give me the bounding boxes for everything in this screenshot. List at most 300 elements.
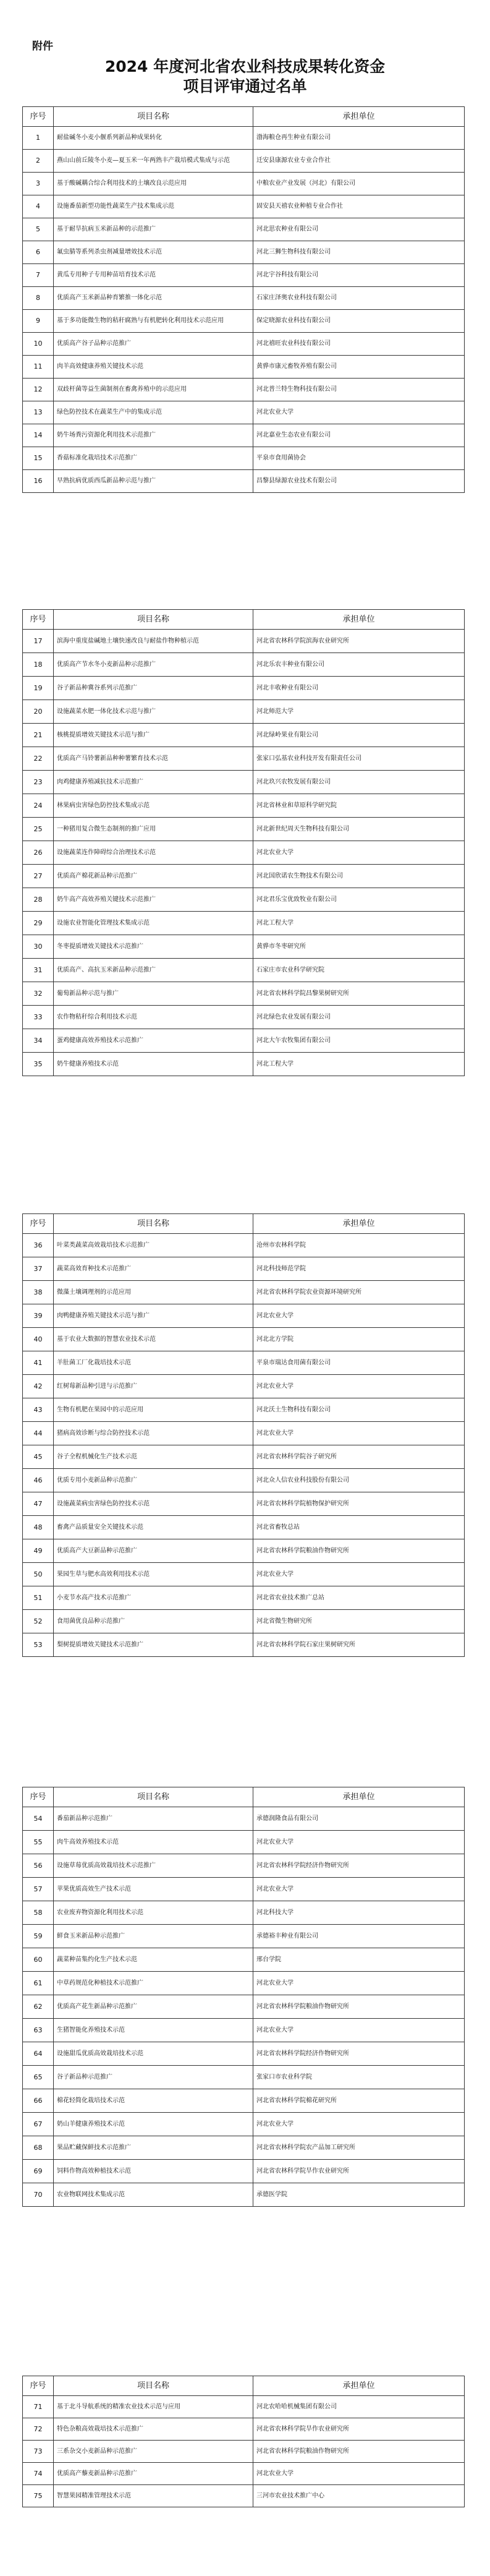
header-name: 项目名称 xyxy=(54,107,253,127)
project-name: 猪病高效诊断与综合防控技术示范 xyxy=(54,1422,253,1445)
project-name: 核桃提质增效关键技术示范与推广 xyxy=(54,724,253,747)
undertaking-unit: 保定晓源农业科技有限公司 xyxy=(253,310,465,333)
row-number: 4 xyxy=(23,195,54,218)
table-row xyxy=(23,173,465,195)
project-name: 智慧果园精准管理技术示范 xyxy=(54,2485,253,2507)
document-title-line1: 2024 年度河北省农业科技成果转化资金 xyxy=(104,58,386,75)
row-number: 39 xyxy=(23,1304,54,1328)
undertaking-unit: 河北省农林科学院经济作物研究所 xyxy=(253,1854,465,1878)
project-name: 谷子新品种示范推广 xyxy=(54,2066,253,2089)
undertaking-unit: 河北科技大学 xyxy=(253,1901,465,1925)
project-name: 设施蔬菜水肥一体化技术示范与推广 xyxy=(54,700,253,724)
table-row xyxy=(23,982,465,1006)
undertaking-unit: 河北省微生物研究所 xyxy=(253,1610,465,1633)
undertaking-unit: 河北沃土生物科技有限公司 xyxy=(253,1398,465,1422)
project-name: 基于酸碱耦合综合利用技术的土壤改良示范应用 xyxy=(54,173,253,195)
project-name: 优质高产花生新品种示范推广 xyxy=(54,1995,253,2019)
project-name: 中草药规范化种植技术示范推广 xyxy=(54,1972,253,1995)
project-name: 微藻土壤调理剂的示范应用 xyxy=(54,1281,253,1304)
table-row xyxy=(23,1351,465,1375)
row-number: 47 xyxy=(23,1492,54,1516)
undertaking-unit: 迁安县康源农业专业合作社 xyxy=(253,150,465,173)
undertaking-unit: 河北省农业技术推广总站 xyxy=(253,1586,465,1610)
table-row xyxy=(23,424,465,447)
table-row xyxy=(23,912,465,935)
undertaking-unit: 邢台学院 xyxy=(253,1948,465,1972)
table-row xyxy=(23,218,465,241)
project-name: 设施草莓优质高效栽培技术示范推广 xyxy=(54,1854,253,1878)
row-number: 20 xyxy=(23,700,54,724)
table-row xyxy=(23,2066,465,2089)
document-title-line2: 项目评审通过名单 xyxy=(183,77,307,95)
table-row xyxy=(23,2418,465,2441)
project-name: 基于北斗导航系统的精准农业技术示范与应用 xyxy=(54,2396,253,2418)
table-row xyxy=(23,333,465,356)
table-row xyxy=(23,447,465,470)
project-name: 一种猪用复合微生态制剂的推广应用 xyxy=(54,818,253,841)
row-number: 12 xyxy=(23,379,54,401)
table-row xyxy=(23,2042,465,2066)
project-name: 畜禽产品质量安全关键技术示范 xyxy=(54,1516,253,1539)
undertaking-unit: 河北农业大学 xyxy=(253,2019,465,2042)
row-number: 46 xyxy=(23,1469,54,1492)
project-name: 肉羊高效健康养殖关键技术示范 xyxy=(54,356,253,379)
row-number: 21 xyxy=(23,724,54,747)
row-number: 57 xyxy=(23,1878,54,1901)
table-row xyxy=(23,771,465,794)
row-number: 63 xyxy=(23,2019,54,2042)
table-row xyxy=(23,241,465,264)
undertaking-unit: 固安县天禧农业种植专业合作社 xyxy=(253,195,465,218)
table-block-4 xyxy=(22,1787,464,2207)
undertaking-unit: 河北丰收种业有限公司 xyxy=(253,677,465,700)
project-name: 优质高产、高抗玉米新品种示范推广 xyxy=(54,959,253,982)
row-number: 34 xyxy=(23,1029,54,1053)
undertaking-unit: 河北新世纪周天生物科技有限公司 xyxy=(253,818,465,841)
table-row xyxy=(23,1948,465,1972)
table-row xyxy=(23,127,465,150)
table-row xyxy=(23,935,465,959)
project-name: 林果病虫害绿色防控技术集成示范 xyxy=(54,794,253,818)
table-row xyxy=(23,2160,465,2183)
undertaking-unit: 河北农业大学 xyxy=(253,401,465,424)
project-name: 苹果优质高效生产技术示范 xyxy=(54,1878,253,1901)
row-number: 55 xyxy=(23,1831,54,1854)
undertaking-unit: 河北绿色农业发展有限公司 xyxy=(253,1006,465,1029)
row-number: 30 xyxy=(23,935,54,959)
row-number: 27 xyxy=(23,865,54,888)
row-number: 5 xyxy=(23,218,54,241)
row-number: 70 xyxy=(23,2183,54,2207)
table-row xyxy=(23,2463,465,2485)
table-block-2 xyxy=(22,609,464,1076)
project-name: 肉鸡健康养殖减抗技术示范推广 xyxy=(54,771,253,794)
table-row xyxy=(23,1972,465,1995)
table-row xyxy=(23,379,465,401)
undertaking-unit: 河北农业大学 xyxy=(253,1563,465,1586)
table-row xyxy=(23,747,465,771)
row-number: 45 xyxy=(23,1445,54,1469)
project-name: 绿色防控技术在蔬菜生产中的集成示范 xyxy=(54,401,253,424)
project-name: 谷子新品种冀谷系列示范推广 xyxy=(54,677,253,700)
undertaking-unit: 河北君乐宝优致牧业有限公司 xyxy=(253,888,465,912)
row-number: 11 xyxy=(23,356,54,379)
project-name: 优质专用小麦新品种示范推广 xyxy=(54,1469,253,1492)
undertaking-unit: 河北农哈哈机械集团有限公司 xyxy=(253,2396,465,2418)
row-number: 1 xyxy=(23,127,54,150)
undertaking-unit: 河北玖兴农牧发展有限公司 xyxy=(253,771,465,794)
undertaking-unit: 河北师范大学 xyxy=(253,700,465,724)
header-name: 项目名称 xyxy=(54,2376,253,2396)
header-no: 序号 xyxy=(23,2376,54,2396)
project-name: 基于耐旱抗病玉米新品种的示范推广 xyxy=(54,218,253,241)
row-number: 74 xyxy=(23,2463,54,2485)
table-header-row xyxy=(23,1214,465,1234)
table-row xyxy=(23,1854,465,1878)
undertaking-unit: 中粮农业产业发展（河北）有限公司 xyxy=(253,173,465,195)
undertaking-unit: 承德医学院 xyxy=(253,2183,465,2207)
row-number: 24 xyxy=(23,794,54,818)
row-number: 6 xyxy=(23,241,54,264)
row-number: 50 xyxy=(23,1563,54,1586)
undertaking-unit: 河北工程大学 xyxy=(253,1053,465,1076)
undertaking-unit: 河北农业大学 xyxy=(253,1972,465,1995)
table-row xyxy=(23,287,465,310)
row-number: 18 xyxy=(23,653,54,677)
undertaking-unit: 平泉市食用菌协会 xyxy=(253,447,465,470)
undertaking-unit: 河北禧旺农业科技有限公司 xyxy=(253,333,465,356)
project-name: 奶牛场粪污资源化利用技术示范推广 xyxy=(54,424,253,447)
row-number: 73 xyxy=(23,2441,54,2463)
row-number: 44 xyxy=(23,1422,54,1445)
row-number: 69 xyxy=(23,2160,54,2183)
table-row xyxy=(23,150,465,173)
row-number: 9 xyxy=(23,310,54,333)
row-number: 58 xyxy=(23,1901,54,1925)
table-row xyxy=(23,1807,465,1831)
project-name: 饲料作物高效种植技术示范 xyxy=(54,2160,253,2183)
project-name: 燕山山前丘陵冬小麦—夏玉米一年两熟丰产栽培模式集成与示范 xyxy=(54,150,253,173)
table-row xyxy=(23,630,465,653)
undertaking-unit: 河北省畜牧总站 xyxy=(253,1516,465,1539)
row-number: 49 xyxy=(23,1539,54,1563)
row-number: 31 xyxy=(23,959,54,982)
project-name: 优质高产谷子品种示范推广 xyxy=(54,333,253,356)
undertaking-unit: 石家庄市农业科学研究院 xyxy=(253,959,465,982)
undertaking-unit: 河北普兰特生物科技有限公司 xyxy=(253,379,465,401)
table-row xyxy=(23,2089,465,2113)
table-row xyxy=(23,2113,465,2136)
undertaking-unit: 河北省农林科学院粮油作物研究所 xyxy=(253,1995,465,2019)
table-row xyxy=(23,1398,465,1422)
undertaking-unit: 河北北方学院 xyxy=(253,1328,465,1351)
project-name: 冬枣提质增效关键技术示范推广 xyxy=(54,935,253,959)
project-name: 羊肚菌工厂化栽培技术示范 xyxy=(54,1351,253,1375)
project-name: 氟虫腈等系列杀虫剂减量增效技术示范 xyxy=(54,241,253,264)
header-unit: 承担单位 xyxy=(253,1787,465,1807)
project-name: 棉花轻简化栽培技术示范 xyxy=(54,2089,253,2113)
undertaking-unit: 石家庄泽奥农业科技有限公司 xyxy=(253,287,465,310)
table-row xyxy=(23,1257,465,1281)
header-name: 项目名称 xyxy=(54,1214,253,1234)
row-number: 71 xyxy=(23,2396,54,2418)
project-name: 优质高产节水冬小麦新品种示范推广 xyxy=(54,653,253,677)
undertaking-unit: 河北农业大学 xyxy=(253,2113,465,2136)
undertaking-unit: 河北省农林科学院旱作农业研究所 xyxy=(253,2160,465,2183)
approval-table xyxy=(22,2376,465,2507)
undertaking-unit: 河北国欣诺农生物技术有限公司 xyxy=(253,865,465,888)
project-name: 奶山羊健康养殖技术示范 xyxy=(54,2113,253,2136)
undertaking-unit: 河北省农林科学院昌黎果树研究所 xyxy=(253,982,465,1006)
project-name: 果品贮藏保鲜技术示范推广 xyxy=(54,2136,253,2160)
undertaking-unit: 河北思农种业有限公司 xyxy=(253,218,465,241)
table-header-row xyxy=(23,1787,465,1807)
row-number: 35 xyxy=(23,1053,54,1076)
undertaking-unit: 河北省林业和草原科学研究院 xyxy=(253,794,465,818)
undertaking-unit: 河北省农林科学院棉花研究所 xyxy=(253,2089,465,2113)
undertaking-unit: 河北三狮生物科技有限公司 xyxy=(253,241,465,264)
table-row xyxy=(23,470,465,493)
row-number: 14 xyxy=(23,424,54,447)
undertaking-unit: 河北省农林科学院农产品加工研究所 xyxy=(253,2136,465,2160)
row-number: 62 xyxy=(23,1995,54,2019)
row-number: 8 xyxy=(23,287,54,310)
project-name: 食用菌优良品种示范推广 xyxy=(54,1610,253,1633)
table-row xyxy=(23,2019,465,2042)
undertaking-unit: 渤海粮仓再生种业有限公司 xyxy=(253,127,465,150)
project-name: 果园生草与肥水高效利用技术示范 xyxy=(54,1563,253,1586)
row-number: 10 xyxy=(23,333,54,356)
project-name: 基于农业大数据的智慧农业技术示范 xyxy=(54,1328,253,1351)
row-number: 40 xyxy=(23,1328,54,1351)
undertaking-unit: 河北省农林科学院植物保护研究所 xyxy=(253,1492,465,1516)
project-name: 三系杂交小麦新品种示范推广 xyxy=(54,2441,253,2463)
table-row xyxy=(23,264,465,287)
approval-table xyxy=(22,106,465,493)
undertaking-unit: 平泉市瑞达食用菌有限公司 xyxy=(253,1351,465,1375)
table-row xyxy=(23,1633,465,1657)
undertaking-unit: 河北省农林科学院石家庄果树研究所 xyxy=(253,1633,465,1657)
table-row xyxy=(23,1053,465,1076)
table-row xyxy=(23,1375,465,1398)
table-row xyxy=(23,401,465,424)
row-number: 64 xyxy=(23,2042,54,2066)
row-number: 13 xyxy=(23,401,54,424)
table-row xyxy=(23,794,465,818)
table-row xyxy=(23,818,465,841)
table-row xyxy=(23,356,465,379)
project-name: 滨海中重度盐碱地土壤快速改良与耐盐作物种植示范 xyxy=(54,630,253,653)
project-name: 奶牛健康养殖技术示范 xyxy=(54,1053,253,1076)
table-row xyxy=(23,677,465,700)
undertaking-unit: 黄骅市康元畜牧养殖有限公司 xyxy=(253,356,465,379)
table-row xyxy=(23,2183,465,2207)
table-row xyxy=(23,1539,465,1563)
undertaking-unit: 河北农业大学 xyxy=(253,841,465,865)
row-number: 16 xyxy=(23,470,54,493)
row-number: 43 xyxy=(23,1398,54,1422)
table-row xyxy=(23,1831,465,1854)
table-row xyxy=(23,724,465,747)
undertaking-unit: 张家口弘基农业科技开发有限责任公司 xyxy=(253,747,465,771)
table-row xyxy=(23,1445,465,1469)
row-number: 65 xyxy=(23,2066,54,2089)
project-name: 蛋鸡健康高效养殖技术示范推广 xyxy=(54,1029,253,1053)
project-name: 肉鸭健康养殖关键技术示范与推广 xyxy=(54,1304,253,1328)
undertaking-unit: 河北省农林科学院旱作农业研究所 xyxy=(253,2418,465,2441)
project-name: 小麦节水高产技术示范推广 xyxy=(54,1586,253,1610)
project-name: 设施番茄新型功能性蔬菜生产技术集成示范 xyxy=(54,195,253,218)
row-number: 60 xyxy=(23,1948,54,1972)
project-name: 蔬菜种苗集约化生产技术示范 xyxy=(54,1948,253,1972)
row-number: 33 xyxy=(23,1006,54,1029)
undertaking-unit: 张家口市农业科学院 xyxy=(253,2066,465,2089)
project-name: 基于多功能微生物的秸秆腐熟与有机肥转化利用技术示范应用 xyxy=(54,310,253,333)
undertaking-unit: 河北绿岭果业有限公司 xyxy=(253,724,465,747)
project-name: 设施甜瓜优质高效栽培技术示范 xyxy=(54,2042,253,2066)
table-row xyxy=(23,195,465,218)
table-row xyxy=(23,1995,465,2019)
row-number: 29 xyxy=(23,912,54,935)
table-row xyxy=(23,1469,465,1492)
project-name: 优质高产棉花新品种示范推广 xyxy=(54,865,253,888)
project-name: 红树莓新品种引进与示范推广 xyxy=(54,1375,253,1398)
project-name: 早熟抗病优质西瓜新品种示范与推广 xyxy=(54,470,253,493)
row-number: 7 xyxy=(23,264,54,287)
table-row xyxy=(23,1563,465,1586)
undertaking-unit: 河北农业大学 xyxy=(253,1304,465,1328)
undertaking-unit: 承德裕丰种业有限公司 xyxy=(253,1925,465,1948)
row-number: 67 xyxy=(23,2113,54,2136)
row-number: 15 xyxy=(23,447,54,470)
row-number: 2 xyxy=(23,150,54,173)
project-name: 优质高产大豆新品种示范推广 xyxy=(54,1539,253,1563)
table-row xyxy=(23,1878,465,1901)
project-name: 设施蔬菜连作障碍综合治理技术示范 xyxy=(54,841,253,865)
header-unit: 承担单位 xyxy=(253,1214,465,1234)
undertaking-unit: 承德润隆食品有限公司 xyxy=(253,1807,465,1831)
row-number: 41 xyxy=(23,1351,54,1375)
undertaking-unit: 河北省农林科学院谷子研究所 xyxy=(253,1445,465,1469)
undertaking-unit: 河北省农林科学院农业资源环境研究所 xyxy=(253,1281,465,1304)
undertaking-unit: 黄骅市冬枣研究所 xyxy=(253,935,465,959)
approval-table xyxy=(22,1213,465,1657)
table-row xyxy=(23,959,465,982)
table-row xyxy=(23,1901,465,1925)
project-name: 蔬菜高效育种技术示范推广 xyxy=(54,1257,253,1281)
row-number: 42 xyxy=(23,1375,54,1398)
table-row xyxy=(23,1516,465,1539)
header-no: 序号 xyxy=(23,1787,54,1807)
approval-table xyxy=(22,1787,465,2207)
undertaking-unit: 河北农业大学 xyxy=(253,1831,465,1854)
table-row xyxy=(23,1281,465,1304)
table-row xyxy=(23,310,465,333)
row-number: 66 xyxy=(23,2089,54,2113)
table-row xyxy=(23,1492,465,1516)
row-number: 3 xyxy=(23,173,54,195)
undertaking-unit: 河北乐农丰种业有限公司 xyxy=(253,653,465,677)
project-name: 谷子全程机械化生产技术示范 xyxy=(54,1445,253,1469)
undertaking-unit: 河北科技师范学院 xyxy=(253,1257,465,1281)
row-number: 25 xyxy=(23,818,54,841)
undertaking-unit: 河北农业大学 xyxy=(253,2463,465,2485)
row-number: 53 xyxy=(23,1633,54,1657)
table-row xyxy=(23,865,465,888)
row-number: 59 xyxy=(23,1925,54,1948)
project-name: 耐盐碱冬小麦小偃系列新品种成果转化 xyxy=(54,127,253,150)
table-row xyxy=(23,1029,465,1053)
project-name: 优质高产玉米新品种育繁推一体化示范 xyxy=(54,287,253,310)
row-number: 75 xyxy=(23,2485,54,2507)
row-number: 38 xyxy=(23,1281,54,1304)
table-row xyxy=(23,1304,465,1328)
project-name: 番茄新品种示范推广 xyxy=(54,1807,253,1831)
row-number: 56 xyxy=(23,1854,54,1878)
row-number: 32 xyxy=(23,982,54,1006)
row-number: 36 xyxy=(23,1234,54,1257)
row-number: 28 xyxy=(23,888,54,912)
table-row xyxy=(23,1006,465,1029)
header-unit: 承担单位 xyxy=(253,610,465,630)
row-number: 51 xyxy=(23,1586,54,1610)
undertaking-unit: 河北省农林科学院滨海农业研究所 xyxy=(253,630,465,653)
undertaking-unit: 河北省农林科学院经济作物研究所 xyxy=(253,2042,465,2066)
undertaking-unit: 河北嘉业生态农业有限公司 xyxy=(253,424,465,447)
project-name: 农业废弃物资源化利用技术示范 xyxy=(54,1901,253,1925)
undertaking-unit: 河北大午农牧集团有限公司 xyxy=(253,1029,465,1053)
project-name: 双歧杆菌等益生菌制剂在畜禽养殖中的示范应用 xyxy=(54,379,253,401)
undertaking-unit: 河北农业大学 xyxy=(253,1878,465,1901)
header-no: 序号 xyxy=(23,1214,54,1234)
undertaking-unit: 昌黎县绿源农业技术有限公司 xyxy=(253,470,465,493)
project-name: 特色杂粮高效栽培技术示范推广 xyxy=(54,2418,253,2441)
header-name: 项目名称 xyxy=(54,1787,253,1807)
undertaking-unit: 河北宇谷科技有限公司 xyxy=(253,264,465,287)
row-number: 37 xyxy=(23,1257,54,1281)
table-header-row xyxy=(23,107,465,127)
project-name: 肉牛高效养殖技术示范 xyxy=(54,1831,253,1854)
undertaking-unit: 三河市农业技术推广中心 xyxy=(253,2485,465,2507)
table-row xyxy=(23,1925,465,1948)
project-name: 生猪智能化养殖技术示范 xyxy=(54,2019,253,2042)
row-number: 23 xyxy=(23,771,54,794)
row-number: 17 xyxy=(23,630,54,653)
row-number: 68 xyxy=(23,2136,54,2160)
approval-table xyxy=(22,609,465,1076)
table-header-row xyxy=(23,2376,465,2396)
table-row xyxy=(23,1610,465,1633)
project-name: 葡萄新品种示范与推广 xyxy=(54,982,253,1006)
table-row xyxy=(23,841,465,865)
project-name: 农业物联网技术集成示范 xyxy=(54,2183,253,2207)
table-row xyxy=(23,700,465,724)
table-row xyxy=(23,888,465,912)
header-unit: 承担单位 xyxy=(253,107,465,127)
project-name: 农作物秸秆综合利用技术示范 xyxy=(54,1006,253,1029)
header-no: 序号 xyxy=(23,610,54,630)
table-block-3 xyxy=(22,1213,464,1657)
project-name: 优质高产马铃薯新品种种薯繁育技术示范 xyxy=(54,747,253,771)
project-name: 奶牛高产高效养殖关键技术示范推广 xyxy=(54,888,253,912)
table-row xyxy=(23,653,465,677)
undertaking-unit: 河北农业大学 xyxy=(253,1422,465,1445)
row-number: 19 xyxy=(23,677,54,700)
row-number: 61 xyxy=(23,1972,54,1995)
project-name: 鲜食玉米新品种示范推广 xyxy=(54,1925,253,1948)
row-number: 26 xyxy=(23,841,54,865)
header-unit: 承担单位 xyxy=(253,2376,465,2396)
